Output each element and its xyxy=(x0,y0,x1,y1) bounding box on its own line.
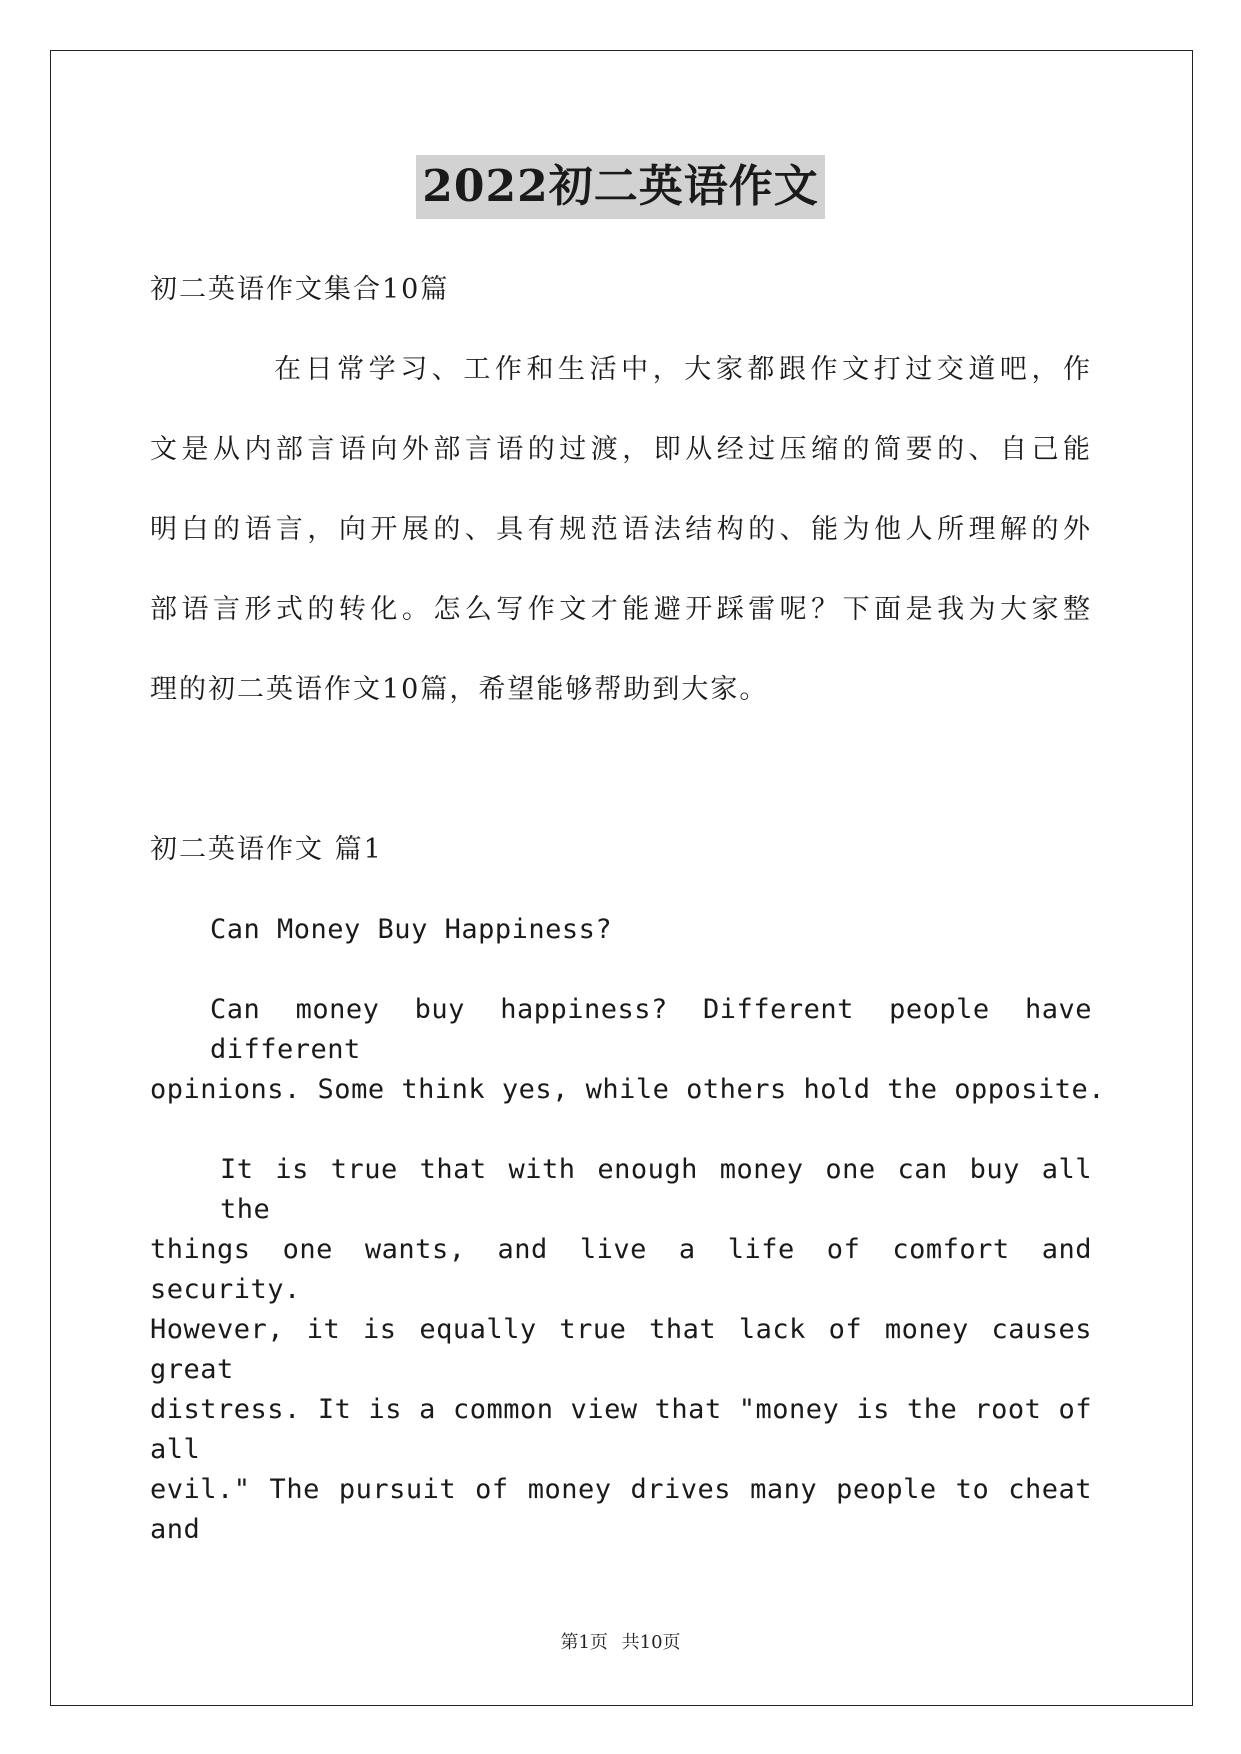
title-container xyxy=(0,155,1241,219)
section-heading: 初二英语作文 篇1 xyxy=(150,834,383,865)
essay-line: opinions. Some think yes, while others hold the opposite. xyxy=(150,1074,1106,1105)
page-footer xyxy=(0,1628,1241,1654)
intro-line: 理的初二英语作文10篇，希望能够帮助到大家。 xyxy=(150,674,769,705)
document-title: 2022初二英语作文 xyxy=(416,155,824,219)
essay-line: It is true that with enough money one can buy all the xyxy=(220,1154,1092,1225)
essay-line: distress. It is a common view that "money is the root of all xyxy=(150,1394,1092,1465)
essay-line: Can money buy happiness? Different people have different xyxy=(210,994,1092,1065)
intro-line: 明白的语言，向开展的、具有规范语法结构的、能为他人所理解的外 xyxy=(150,514,1092,545)
essay-line: evil." The pursuit of money drives many people to cheat and xyxy=(150,1474,1092,1545)
essay-title: Can Money Buy Happiness? xyxy=(210,914,613,945)
document-subtitle: 初二英语作文集合10篇 xyxy=(150,274,450,305)
intro-line: 部语言形式的转化。怎么写作文才能避开踩雷呢？下面是我为大家整 xyxy=(150,594,1092,625)
intro-line: 文是从内部言语向外部言语的过渡，即从经过压缩的简要的、自己能 xyxy=(150,434,1092,465)
essay-line: things one wants, and live a life of comfort and security. xyxy=(150,1234,1092,1305)
page-number: 第1页 xyxy=(560,1632,608,1653)
intro-line: 在日常学习、工作和生活中，大家都跟作文打过交道吧，作 xyxy=(274,354,1092,385)
essay-line: However, it is equally true that lack of money causes great xyxy=(150,1314,1092,1385)
page-total: 共10页 xyxy=(621,1632,681,1653)
